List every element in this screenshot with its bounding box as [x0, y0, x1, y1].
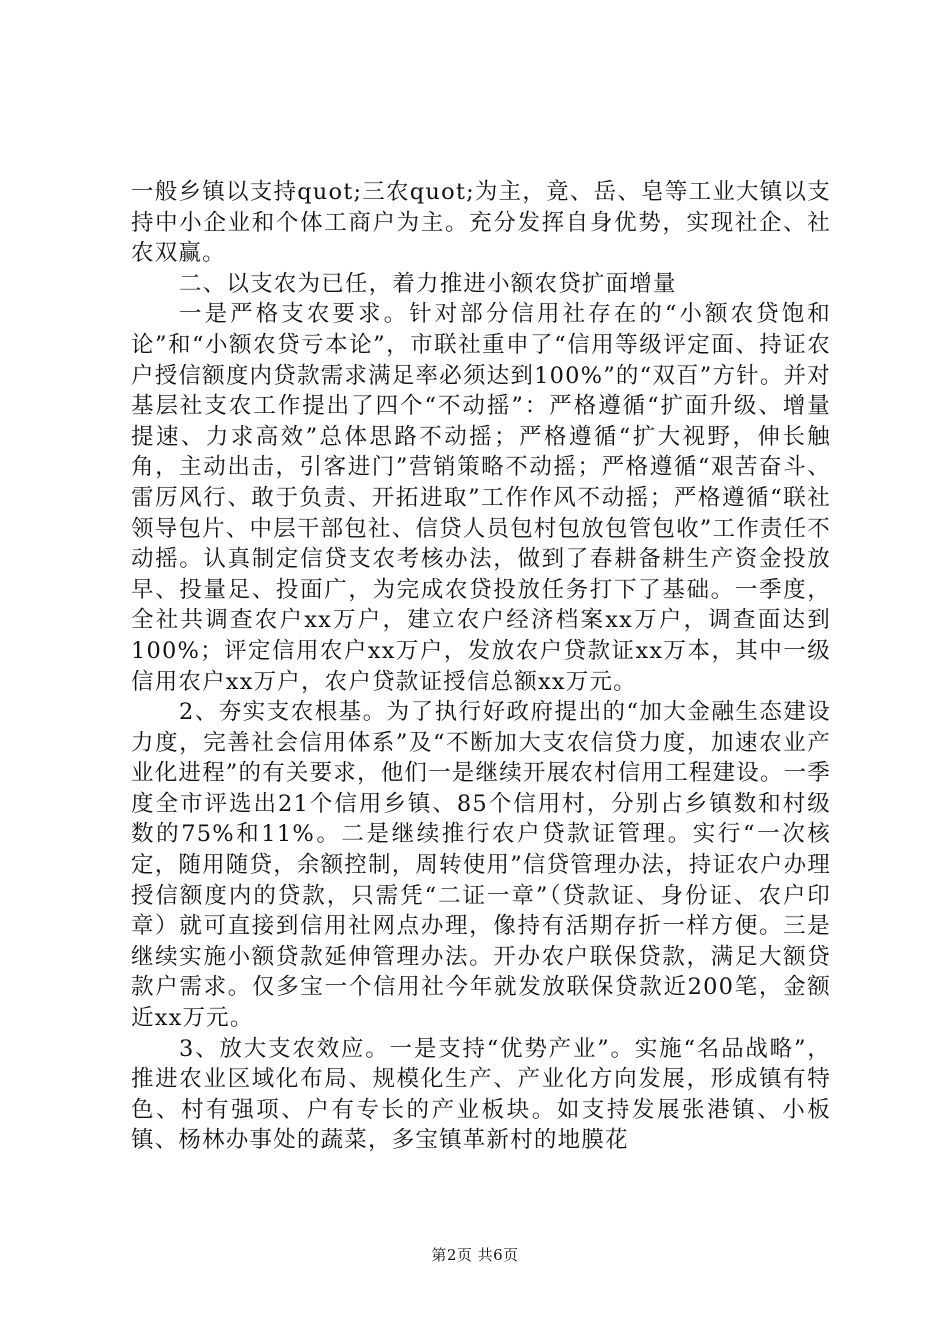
paragraph-foundation: 2、夯实支农根基。为了执行好政府提出的“加大金融生态建设力度，完善社会信用体系”及“不断加大支农信贷力度，加速农业产业化进程”的有关要求，他们一是继续开展农村信用工程建设。一季度全市评选出21个信用乡镇、85个信用村，分别占乡镇数和村级数的75%和11%。二是继续推行农户贷款证管理。实行“一次核定，随用随贷，余额控制，周转使用”信贷管理办法，持证农户办理授信额度内的贷款，只需凭“二证一章”（贷款证、身份证、农户印章）就可直接到信用社网点办理，像持有活期存折一样方便。三是继续实施小额贷款延伸管理办法。开办农户联保贷款，满足大额贷款户需求。仅多宝一个信用社今年就发放联保贷款近200笔，金额近xx万元。 [131, 699, 832, 1032]
paragraph-effect: 3、放大支农效应。一是支持“优势产业”。实施“名品战略”，推进农业区域化布局、规模化生产、产业化方向发展，形成镇有特色、村有强项、户有专长的产业板块。如支持发展张港镇、小板镇、杨林办事处的蔬菜，多宝镇革新村的地膜花 [131, 1035, 831, 1154]
section-heading: 二、以支农为已任，着力推进小额农贷扩面增量 [179, 270, 677, 297]
page-number-footer: 第2页 共6页 [431, 1246, 519, 1264]
document-body [131, 177, 831, 1156]
paragraph-continuation: 一般乡镇以支持quot;三农quot;为主，竟、岳、皂等工业大镇以支持中小企业和个体工商户为主。充分发挥自身优势，实现社企、社农双赢。 [131, 179, 831, 267]
paragraph-strict-requirements: 一是严格支农要求。针对部分信用社存在的“小额农贷饱和论”和“小额农贷亏本论”，市联社重申了“信用等级评定面、持证农户授信额度内贷款需求满足率必须达到100%”的“双百”方针。并对基层社支农工作提出了四个“不动摇”：严格遵循“扩面升级、增量提速、力求高效”总体思路不动摇；严格遵循“扩大视野，伸长触角，主动出击，引客进门”营销策略不动摇；严格遵循“艰苦奋斗、雷厉风行、敢于负责、开拓进取”工作作风不动摇；严格遵循“联社领导包片、中层干部包社、信贷人员包村包放包管包收”工作责任不动摇。认真制定信贷支农考核办法，做到了春耕备耕生产资金投放早、投量足、投面广，为完成农贷投放任务打下了基础。一季度，全社共调查农户xx万户，建立农户经济档案xx万户，调查面达到100%；评定信用农户xx万户，发放农户贷款证xx万本，其中一级信用农户xx万户，农户贷款证授信总额xx万元。 [131, 301, 832, 695]
